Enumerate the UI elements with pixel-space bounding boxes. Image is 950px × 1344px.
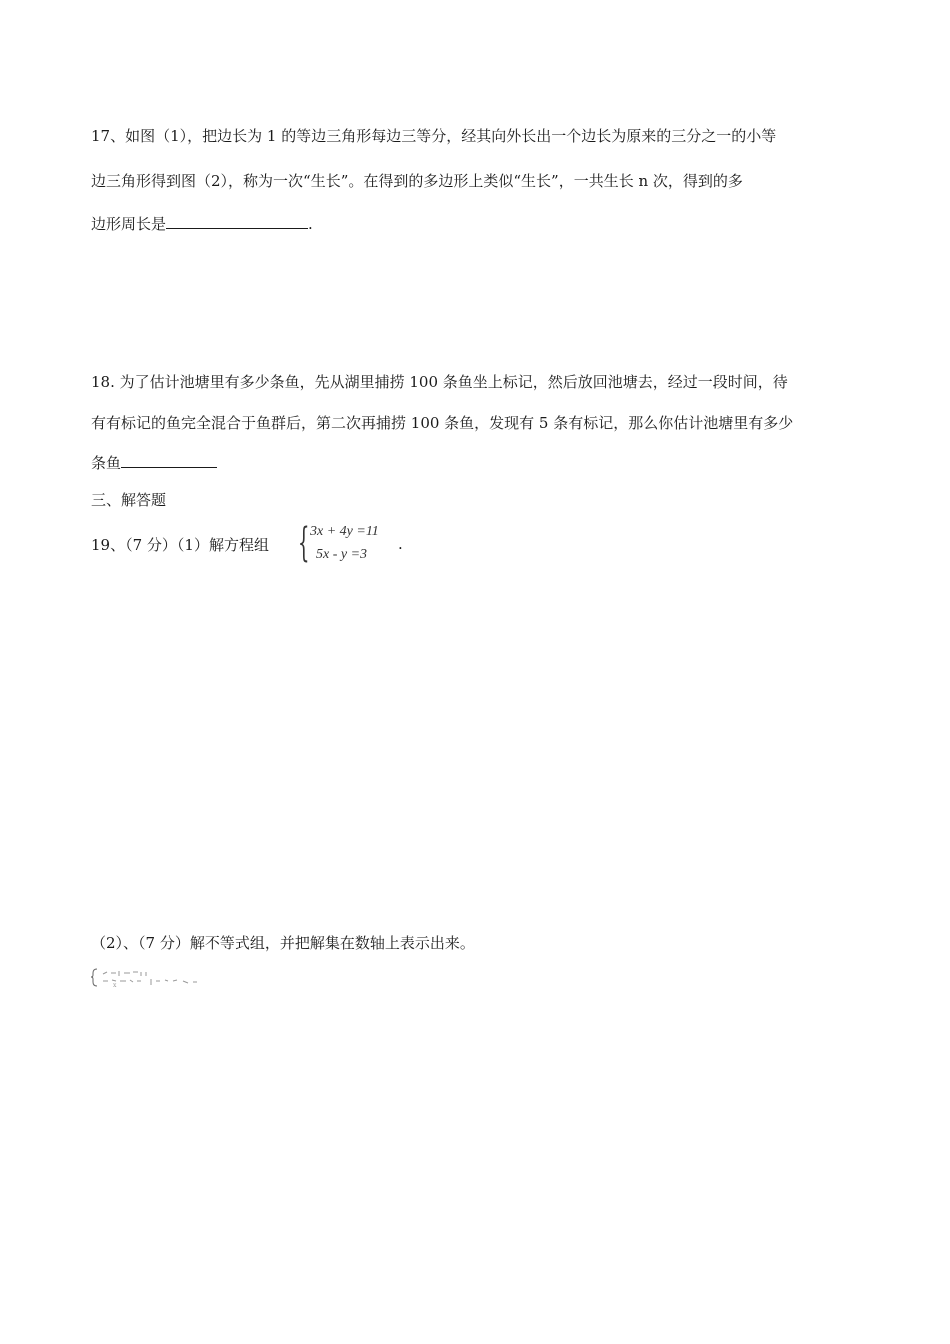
q17-line-3-prefix: 边形周长是 — [91, 215, 167, 233]
left-brace-icon: { — [298, 520, 310, 566]
q18-line-3-prefix: 条鱼 — [91, 454, 122, 472]
section-3-title: 三、解答题 — [91, 491, 167, 509]
equation-system — [298, 521, 408, 567]
equation-end-mark: . — [398, 535, 403, 553]
q17-line-2: 边三角形得到图（2），称为一次“生长”。在得到的多边形上类似“生长”，一共生长 n 次，得到的多 — [91, 172, 743, 190]
q18-line-3 — [91, 453, 217, 473]
q18-answer-blank[interactable] — [121, 453, 217, 468]
q17-line-1: 17、如图（1），把边长为 1 的等边三角形每边三等分，经其向外长出一个边长为原来的三分之一的小等 — [91, 127, 777, 145]
inequality-system-image — [91, 966, 221, 988]
equation-2: 5x - y =3 — [316, 547, 368, 562]
q17-answer-blank[interactable] — [166, 214, 308, 229]
q18-line-2: 有有标记的鱼完全混合于鱼群后，第二次再捕捞 100 条鱼，发现有 5 条有标记，那么你估计池塘里有多少 — [91, 414, 794, 432]
svg-text:x: x — [113, 982, 117, 988]
q17-line-3-suffix: . — [308, 215, 313, 233]
q19-part2-text: （2）、（7 分）解不等式组，并把解集在数轴上表示出来。 — [91, 934, 475, 952]
q19-part1-text: 19、（7 分）（1）解方程组 — [91, 536, 269, 554]
q17-line-3 — [91, 214, 313, 234]
q18-line-1: 18. 为了估计池塘里有多少条鱼，先从湖里捕捞 100 条鱼坐上标记，然后放回池塘去，经过一段时间，待 — [91, 373, 788, 391]
equation-1: 3x + 4y =11 — [310, 524, 379, 539]
